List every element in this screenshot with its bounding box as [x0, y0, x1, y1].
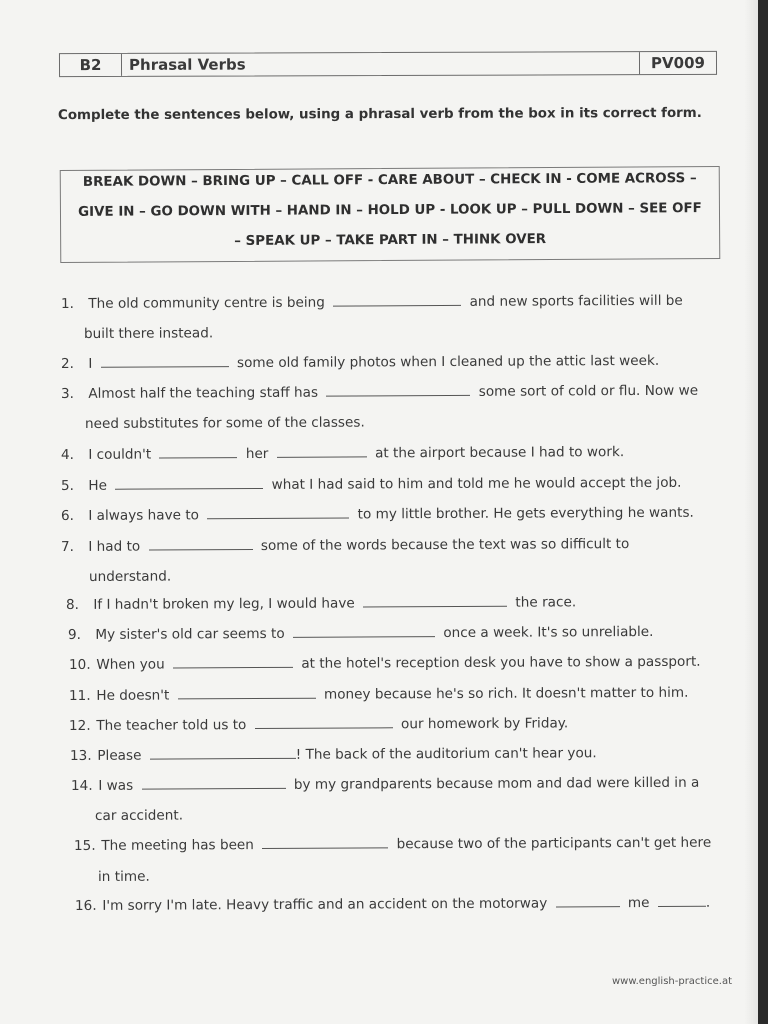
answer-blank[interactable]	[178, 687, 316, 700]
item-number: 10.	[68, 656, 91, 673]
answer-blank[interactable]	[658, 895, 706, 907]
exercise-item	[70, 745, 597, 764]
sentence-text: because two of the participants can't get here	[396, 834, 712, 853]
exercise-item-continuation	[89, 569, 171, 585]
exercise-item	[61, 475, 682, 494]
item-number: 14.	[70, 777, 93, 794]
exercise-item	[69, 654, 701, 673]
sentence-text: When you	[96, 656, 165, 673]
answer-blank[interactable]	[556, 895, 620, 907]
sentence-text: to my little brother. He gets everything he wants.	[357, 504, 694, 523]
sentence-text: and new sports facilities will be	[469, 292, 683, 310]
exercise-item	[75, 895, 710, 914]
sentence-text: our homework by Friday.	[400, 715, 569, 733]
sentence-text: what I had said to him and told me he would accept the job.	[271, 474, 682, 493]
answer-blank[interactable]	[293, 625, 435, 638]
sentence-text: .	[705, 894, 711, 911]
item-number: 7.	[60, 538, 75, 555]
item-number: 3.	[60, 385, 75, 402]
sentence-text: some sort of cold or flu. Now we	[478, 382, 699, 400]
item-number: 6.	[60, 507, 75, 524]
answer-blank[interactable]	[150, 747, 296, 760]
answer-blank[interactable]	[101, 355, 229, 368]
item-number: 11.	[68, 687, 91, 704]
answer-blank[interactable]	[173, 656, 293, 669]
exercise-item	[69, 715, 568, 734]
sentence-text: I	[88, 355, 93, 372]
exercise-item	[69, 685, 689, 704]
answer-blank[interactable]	[255, 716, 393, 729]
worksheet-code: PV009	[650, 53, 705, 73]
exercise-item-continuation	[98, 869, 150, 885]
sentence-text: Almost half the teaching staff has	[88, 384, 319, 402]
exercise-item	[61, 293, 683, 312]
sentence-text: I couldn't	[88, 446, 152, 463]
sentence-text: If I hadn't broken my leg, I would have	[93, 595, 355, 613]
sentence-text: built there instead.	[83, 325, 214, 342]
exercise-item-continuation	[85, 415, 365, 432]
answer-blank[interactable]	[141, 777, 285, 790]
phrasal-verb-box	[60, 166, 721, 263]
footer-url: www.english-practice.at	[612, 976, 733, 987]
item-number: 4.	[60, 446, 75, 463]
item-number: 9.	[67, 626, 82, 643]
exercise-item	[61, 353, 659, 372]
answer-blank[interactable]	[148, 538, 252, 551]
sentence-text: My sister's old car seems to	[95, 625, 285, 643]
sentence-text: The old community centre is being	[88, 294, 325, 312]
sentence-text: the race.	[515, 594, 577, 611]
answer-blank[interactable]	[115, 477, 263, 490]
sentence-text: understand.	[88, 568, 172, 585]
answer-blank[interactable]	[333, 294, 461, 307]
sentence-text: The meeting has been	[101, 837, 254, 854]
exercise-item	[68, 624, 654, 643]
worksheet-title: Phrasal Verbs	[122, 52, 640, 76]
sentence-text: ! The back of the auditorium can't hear you.	[295, 745, 597, 763]
answer-blank[interactable]	[207, 506, 349, 519]
exercise-item	[61, 536, 629, 555]
item-number: 5.	[60, 477, 75, 494]
answer-blank[interactable]	[159, 446, 237, 458]
word-box-line: – SPEAK UP – TAKE PART IN – THINK OVER	[234, 232, 547, 249]
sentence-text: He	[88, 477, 107, 494]
worksheet-header	[59, 51, 717, 77]
sentence-text: I always have to	[88, 507, 200, 524]
sentence-text: Please	[97, 747, 142, 764]
item-number: 2.	[60, 355, 75, 372]
sentence-text: at the hotel's reception desk you have to show a passport.	[301, 653, 701, 672]
item-number: 15.	[73, 837, 96, 854]
item-number: 1.	[60, 295, 75, 312]
exercise-item	[66, 594, 576, 613]
word-box-line: BREAK DOWN – BRING UP – CALL OFF - CARE ABOUT – CHECK IN - COME ACROSS –	[82, 171, 697, 190]
sentence-text: I was	[98, 777, 134, 794]
sentence-text: car accident.	[94, 807, 184, 824]
scan-edge	[758, 0, 768, 1024]
word-box-line: GIVE IN – GO DOWN WITH – HAND IN – HOLD UP - LOOK UP – PULL DOWN – SEE OFF	[78, 201, 702, 220]
level-label: B2	[60, 54, 122, 76]
answer-blank[interactable]	[262, 836, 388, 849]
sentence-text: at the airport because I had to work.	[375, 444, 625, 462]
sentence-text: once a week. It's so unreliable.	[443, 623, 654, 642]
exercise-item	[71, 775, 699, 794]
exercise-item-continuation	[84, 325, 213, 342]
sentence-text: by my grandparents because mom and dad were killed in a	[293, 774, 700, 793]
sentence-text: The teacher told us to	[96, 717, 247, 734]
exercise-item-continuation	[95, 808, 183, 824]
sentence-text: need substitutes for some of the classes.	[84, 414, 365, 432]
sentence-text: her	[245, 445, 269, 463]
sentence-text: I'm sorry I'm late. Heavy traffic and an accident on the motorway	[102, 895, 548, 914]
answer-blank[interactable]	[326, 384, 470, 397]
sentence-text: in time.	[97, 868, 150, 885]
instruction-text: Complete the sentences below, using a phrasal verb from the box in its correct form.	[57, 105, 702, 124]
item-number: 12.	[68, 717, 91, 734]
sentence-text: I had to	[88, 538, 141, 555]
answer-blank[interactable]	[363, 595, 507, 608]
exercise-item	[61, 444, 624, 463]
item-number: 13.	[69, 747, 92, 764]
item-number: 8.	[65, 596, 80, 613]
answer-blank[interactable]	[277, 445, 367, 457]
sentence-text: some old family photos when I cleaned up the attic last week.	[236, 352, 660, 372]
sentence-text: He doesn't	[96, 687, 170, 704]
sentence-text: some of the words because the text was so difficult to	[260, 536, 630, 554]
page-shadow	[744, 0, 758, 1024]
exercise-item	[61, 505, 694, 524]
exercise-item	[74, 835, 711, 854]
sentence-text: money because he's so rich. It doesn't matter to him.	[323, 684, 689, 703]
exercise-item	[61, 383, 698, 402]
sentence-text: me	[627, 894, 650, 912]
item-number: 16.	[74, 897, 97, 914]
